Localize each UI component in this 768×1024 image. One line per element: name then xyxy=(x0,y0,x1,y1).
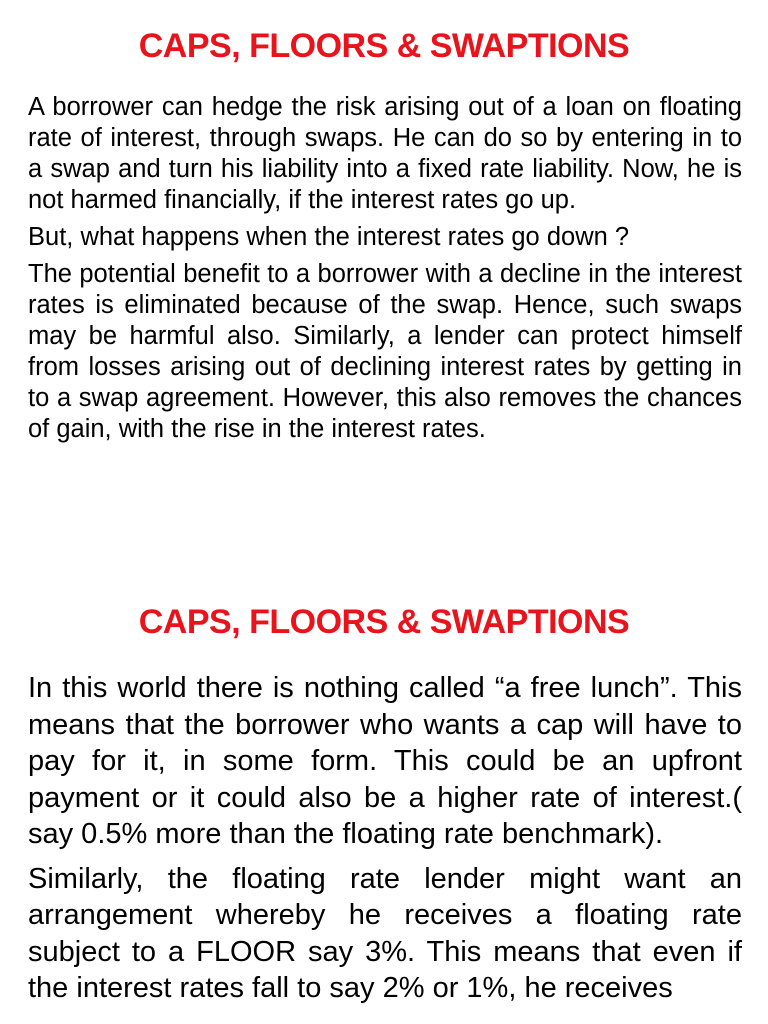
slide-title: CAPS, FLOORS & SWAPTIONS xyxy=(138,27,630,65)
slide-body xyxy=(28,92,742,451)
paragraph: But, what happens when the interest rates go down ? xyxy=(28,223,630,251)
paragraph: In this world there is nothing called “a free lunch”. This means that the borrower who wants a cap will have to pay for it, in some form. This could be an upfront payment or it could also be a higher rate of interest.( say 0.5% more than the floating rate benchmark). xyxy=(28,672,742,850)
paragraph: A borrower can hedge the risk arising out of a loan on floating rate of interest, through swaps. He can do so by entering in to a swap and turn his liability into a fixed rate liability. Now, he is not harmed financially, if the interest rates go up. xyxy=(28,93,742,214)
slide-body xyxy=(28,670,742,1015)
paragraph: Similarly, the floating rate lender might want an arrangement whereby he receives a floating rate subject to a FLOOR say 3%. This means that even if the interest rates fall to say 2% or 1%, he receives xyxy=(28,862,742,1004)
slide-title: CAPS, FLOORS & SWAPTIONS xyxy=(138,603,630,641)
slide-2 xyxy=(0,580,768,1024)
paragraph: The potential benefit to a borrower with a decline in the interest rates is eliminated because of the swap. Hence, such swaps may be harmful also. Similarly, a lender can protect himself from losses arising out of declining interest rates by getting in to a swap agreement. However, this also removes the chances of gain, with the rise in the interest rates. xyxy=(28,260,742,443)
